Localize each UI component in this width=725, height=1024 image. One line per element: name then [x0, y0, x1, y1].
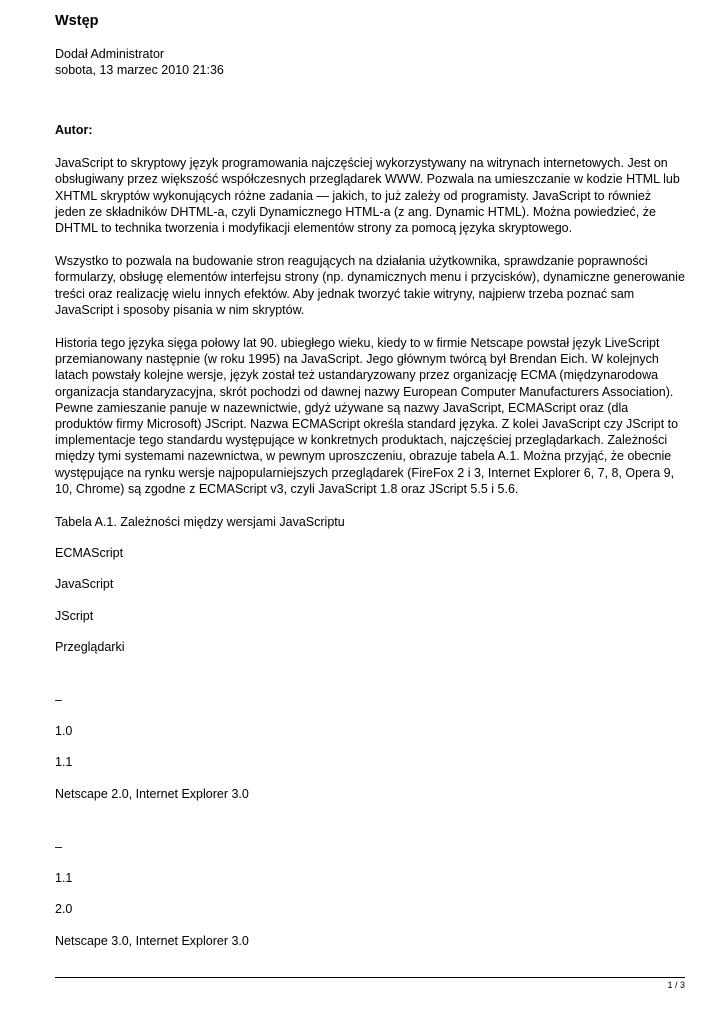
- article-body: [55, 122, 685, 949]
- footer-divider: [55, 977, 685, 978]
- table-header-cell: Przeglądarki: [55, 639, 125, 654]
- table-cell: –: [55, 839, 62, 854]
- table-cell: 1.0: [55, 724, 73, 739]
- table-cell: 1.1: [55, 755, 73, 770]
- paragraph: JavaScript to skryptowy język programowania najczęściej wykorzystywany na witrynach internetowych. Jest on obsługiwany przez większość współczesnych przeglądarek WWW. Pozwala na umieszczanie w kodzie HTML lub XHTML skryptów wykonujących różne zadania — jakich, to już zależy od programisty. JavaScript to również jeden ze składników DHTML-a, czyli Dynamicznego HTML-a (z ang. Dynamic HTML). Można powiedzieć, że DHTML to technika tworzenia i modyfikacji elementów strony za pomocą języka skryptowego.: [55, 156, 680, 236]
- table-header-cell: ECMAScript: [55, 546, 124, 561]
- paragraph: Wszystko to pozwala na budowanie stron reagujących na działania użytkownika, sprawdzanie poprawności formularzy, obsługę elementów interfejsu strony (np. dynamicznych menu i przycisków), dynamiczne generowanie treści oraz realizację wielu innych efektów. Aby jednak tworzyć takie witryny, najpierw trzeba poznać sam JavaScript i sposoby pisania w nim skryptów.: [55, 254, 685, 317]
- page-indicator: 1 / 3: [667, 980, 685, 990]
- date-line: sobota, 13 marzec 2010 21:36: [55, 63, 224, 77]
- table-header-cell: JScript: [55, 608, 94, 623]
- table-caption: Tabela A.1. Zależności między wersjami JavaScriptu: [55, 515, 345, 530]
- table-cell: Netscape 3.0, Internet Explorer 3.0: [55, 933, 249, 948]
- table-header-cell: JavaScript: [55, 577, 114, 592]
- table-cell: 2.0: [55, 902, 73, 917]
- table-cell: –: [55, 693, 62, 708]
- table-cell: Netscape 2.0, Internet Explorer 3.0: [55, 786, 249, 801]
- page-title: Wstęp: [55, 13, 99, 29]
- article-meta: [55, 46, 224, 78]
- author-label: Autor:: [55, 123, 93, 137]
- paragraph: Historia tego języka sięga połowy lat 90. ubiegłego wieku, kiedy to w firmie Netscape powstał język LiveScript przemianowany następnie (w roku 1995) na JavaScript. Jego głównym twórcą był Brendan Eich. W kolejnych latach powstały kolejne wersje, język został też ustandaryzowany przez organizację ECMA (międzynarodowa organizacja standaryzacyjna, skrót pochodzi od dawnej nazwy European Computer Manufacturers Association). Pewne zamieszanie panuje w nazewnictwie, gdyż używane są nazwy JavaScript, ECMAScript oraz (dla produktów firmy Microsoft) JScript. Nazwa ECMAScript określa standard języka. Z kolei JavaScript czy JScript to implementacje tego standardu występujące w konkretnych produktach, najczęściej przeglądarkach. Zależności między tymi systemami nazewnictwa, w pewnym uproszczeniu, obrazuje tabela A.1. Można przyjąć, że obecnie występujące na rynku wersje najpopularniejszych przeglądarek (FireFox 2 i 3, Internet Explorer 6, 7, 8, Opera 9, 10, Chrome) są zgodne z ECMAScript v3, czyli JavaScript 1.8 oraz JScript 5.5 i 5.6.: [55, 336, 679, 496]
- author-line: Dodał Administrator: [55, 47, 165, 61]
- table-cell: 1.1: [55, 871, 73, 886]
